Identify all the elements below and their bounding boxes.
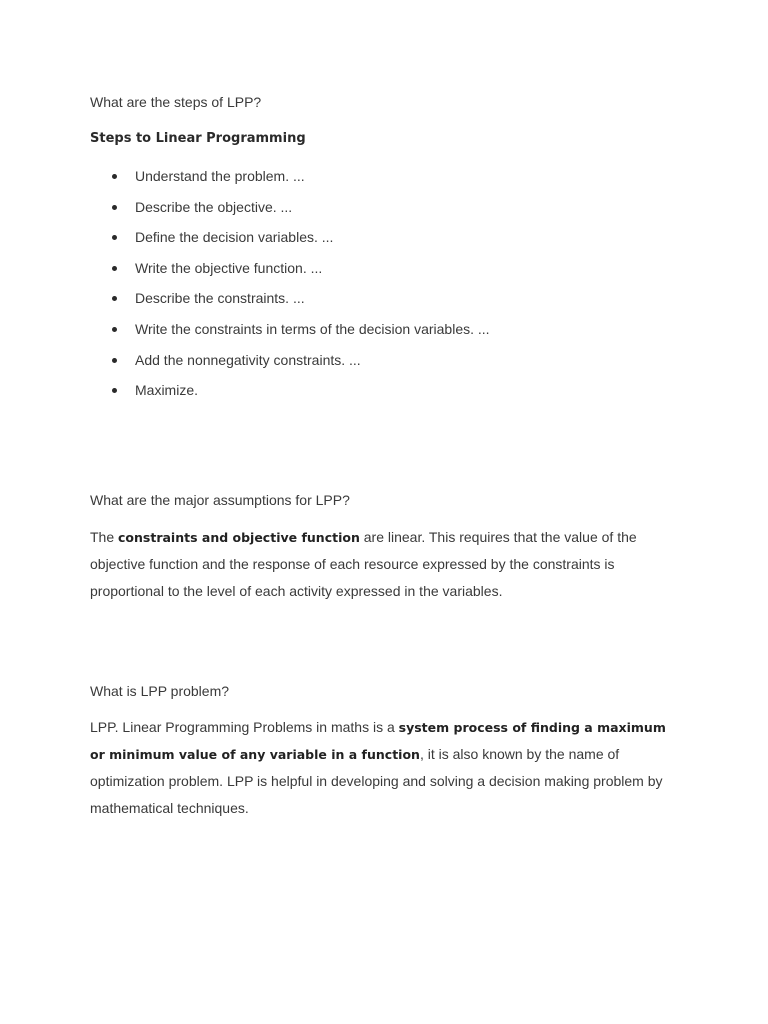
step-text: Describe the constraints. ... (135, 290, 305, 307)
list-item (90, 196, 490, 227)
bullet-icon (112, 205, 117, 210)
answer-text-pre: The (90, 529, 119, 545)
list-item (90, 318, 490, 349)
answer-text-bold: constraints and objective function (118, 530, 360, 545)
answer-text-post: are linear. This requires that the value of the objective function and the response of each resource expressed by the constraints is proportional to the level of each activity expressed in the variables. (90, 529, 637, 599)
list-item (90, 257, 490, 288)
question-lpp-problem: What is LPP problem? (90, 683, 230, 699)
bullet-icon (112, 388, 117, 393)
list-item (90, 287, 490, 318)
answer-text-bold: system process of finding a maximum or minimum value of any variable in a function (90, 720, 666, 762)
bullet-icon (112, 266, 117, 271)
step-text: Write the constraints in terms of the decision variables. ... (135, 320, 490, 337)
bullet-icon (112, 358, 117, 363)
answer-text-post: , it is also known by the name of optimization problem. LPP is helpful in developing and solving a decision making problem by mathematical techniques. (90, 746, 663, 816)
step-text: Write the objective function. ... (135, 259, 323, 276)
question-steps: What are the steps of LPP? (90, 94, 262, 110)
list-item (90, 379, 490, 410)
bullet-icon (112, 296, 117, 301)
bullet-icon (112, 235, 117, 240)
step-text: Understand the problem. ... (135, 168, 305, 184)
step-text: Define the decision variables. ... (135, 229, 334, 246)
steps-heading: Steps to Linear Programming (90, 131, 306, 146)
step-text: Describe the objective. ... (135, 198, 293, 215)
step-text: Maximize. (135, 382, 199, 399)
answer-text-pre: LPP. Linear Programming Problems in maths is a (90, 719, 399, 735)
list-item (90, 226, 490, 257)
bullet-icon (112, 174, 117, 179)
answer-lpp-problem (90, 714, 680, 822)
step-text: Add the nonnegativity constraints. ... (135, 351, 361, 368)
steps-list (90, 165, 490, 410)
list-item (90, 165, 490, 196)
list-item (90, 349, 490, 380)
question-assumptions: What are the major assumptions for LPP? (90, 492, 350, 508)
bullet-icon (112, 327, 117, 332)
answer-assumptions (90, 524, 680, 605)
